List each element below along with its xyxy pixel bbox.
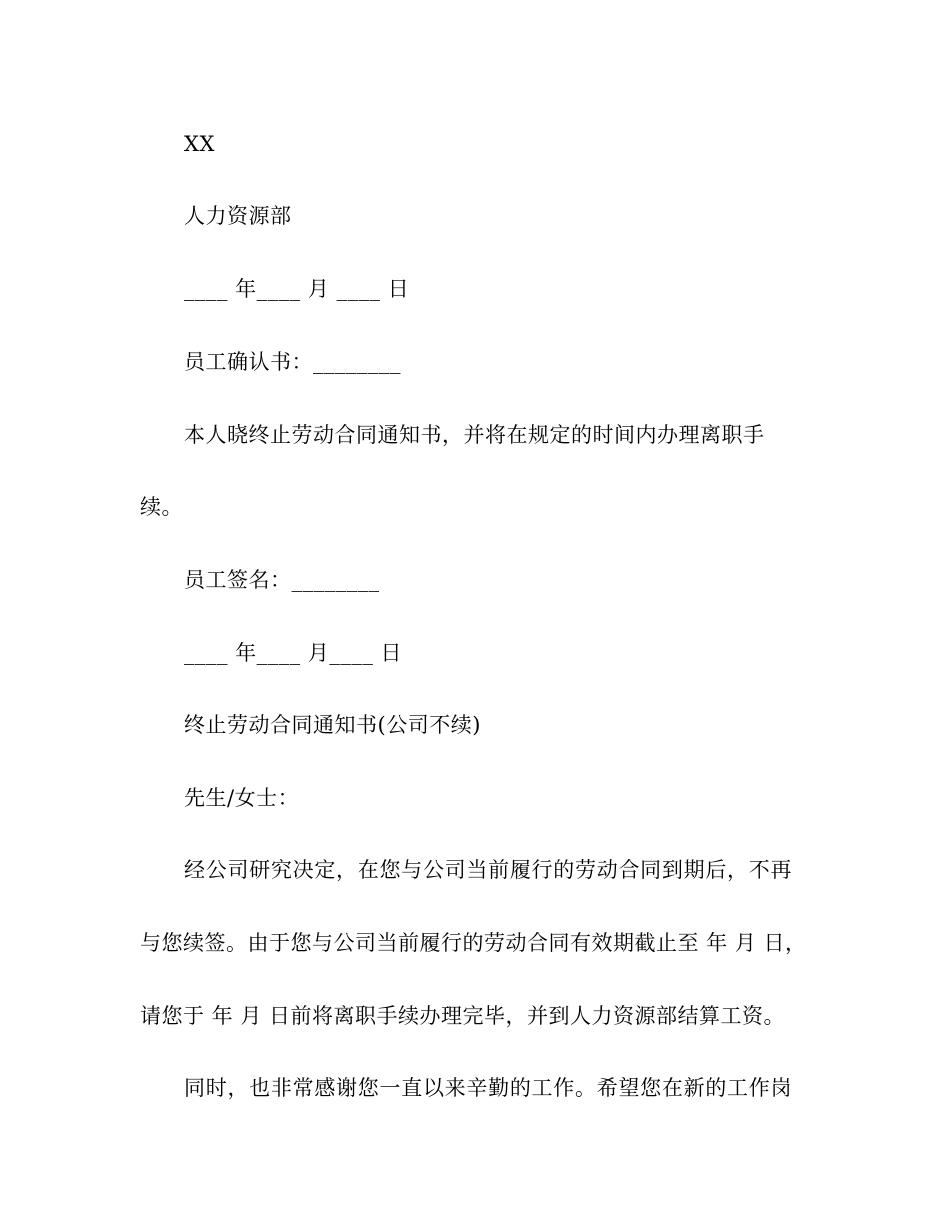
company-name: XX bbox=[184, 132, 215, 156]
date-blank: ____ 年____ 月 ____ 日 bbox=[184, 277, 410, 301]
acknowledgement-line: 续。 bbox=[140, 495, 183, 519]
date-blank: ____ 年____ 月____ 日 bbox=[184, 641, 403, 665]
acknowledgement-line: 本人晓终止劳动合同通知书，并将在规定的时间内办理离职手 bbox=[184, 423, 765, 447]
notice-title: 终止劳动合同通知书(公司不续) bbox=[184, 713, 481, 737]
employee-confirmation-heading: 员工确认书：________ bbox=[184, 350, 401, 374]
paragraph-line: 同时，也非常感谢您一直以来辛勤的工作。希望您在新的工作岗 bbox=[184, 1076, 792, 1100]
paragraph-line: 请您于 年 月 日前将离职手续办理完毕，并到人力资源部结算工资。 bbox=[140, 1004, 786, 1028]
salutation: 先生/女士： bbox=[184, 786, 300, 810]
paragraph-line: 经公司研究决定，在您与公司当前履行的劳动合同到期后，不再 bbox=[184, 858, 792, 882]
paragraph-line: 与您续签。由于您与公司当前履行的劳动合同有效期截止至 年 月 日， bbox=[140, 931, 807, 955]
department-name: 人力资源部 bbox=[184, 204, 292, 228]
employee-signature: 员工签名：________ bbox=[184, 568, 380, 592]
